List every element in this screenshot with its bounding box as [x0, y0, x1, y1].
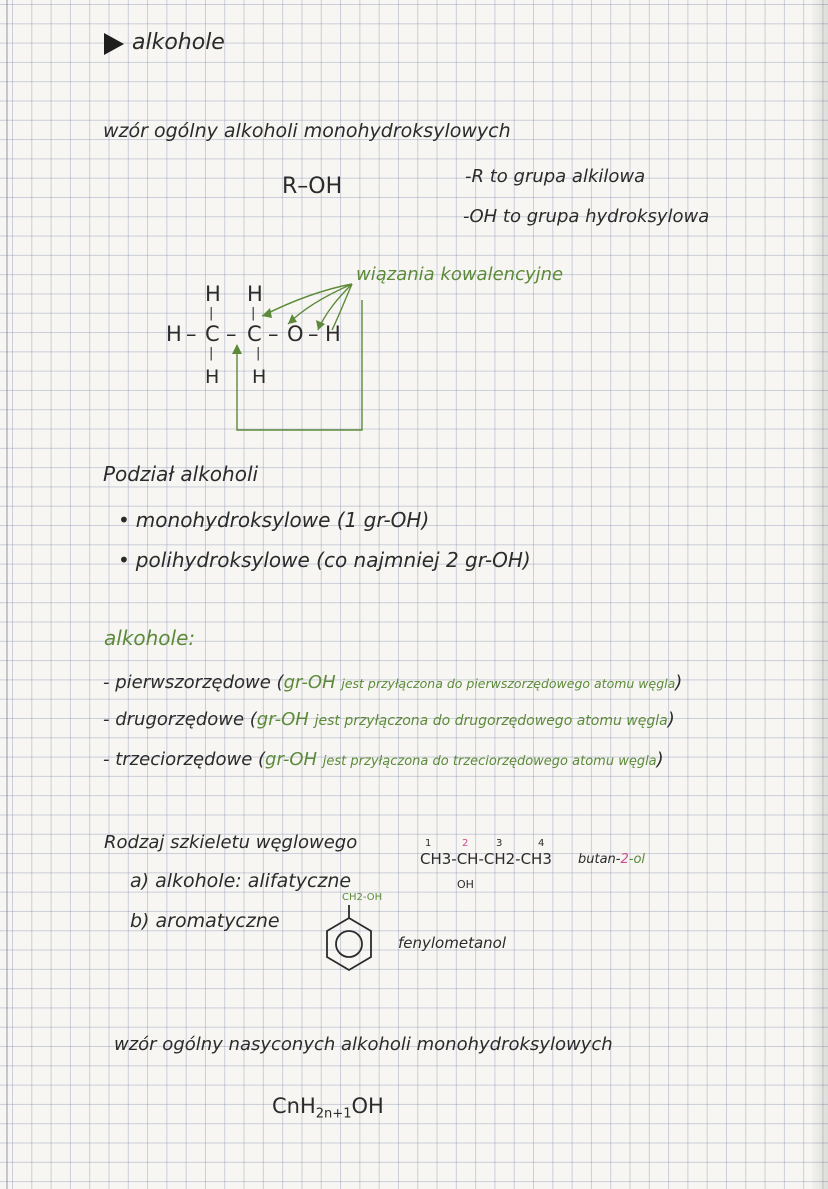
atom-h: H — [325, 322, 341, 346]
order-type-close: ) — [675, 672, 683, 693]
order-type-name: - trzeciorzędowe ( — [103, 749, 266, 770]
order-type-group: gr-OH — [283, 672, 336, 693]
bond-arrow-2 — [288, 284, 352, 324]
formula-carbon: Cn — [272, 1094, 300, 1118]
carbon-number: 2 — [462, 838, 469, 849]
bond: – — [226, 322, 237, 346]
atom-h: H — [247, 282, 263, 306]
phenylmethanol-label: fenylometanol — [398, 934, 507, 952]
order-type-close: ) — [656, 749, 664, 770]
carbon-number: 4 — [538, 838, 545, 849]
arrow-head-1 — [262, 308, 272, 318]
order-type-name: - pierwszorzędowe ( — [103, 672, 284, 693]
order-type-desc: jest przyłączona do drugorzędowego atomu węgla — [314, 713, 668, 729]
benzene-substituent: CH2-OH — [342, 892, 383, 903]
carbon-number: 1 — [425, 838, 432, 849]
r-oh-formula: R–OH — [282, 174, 343, 199]
atom-c: C — [205, 322, 220, 346]
butanol-formula: CH3-CH-CH2-CH3 — [420, 850, 552, 868]
division-item: • polihydroksylowe (co najmniej 2 gr-OH) — [118, 548, 531, 572]
vertical-bond: | — [209, 346, 214, 361]
vertical-bond: | — [256, 346, 261, 361]
general-formula-heading: wzór ogólny alkoholi monohydroksylowych — [103, 120, 511, 142]
order-type-tertiary — [103, 749, 664, 770]
bond-arrow-frame — [237, 300, 362, 430]
benzene-ring-icon — [327, 905, 371, 970]
butanol-name-number: 2 — [620, 852, 629, 867]
butanol-name — [578, 852, 645, 867]
butanol-oh-group: OH — [457, 878, 474, 891]
hydroxyl-group-note: -OH to grupa hydroksylowa — [463, 206, 710, 227]
title-marker-triangle — [104, 33, 124, 55]
atom-h: H — [252, 366, 267, 388]
atom-h: H — [205, 282, 221, 306]
order-type-primary — [103, 672, 682, 693]
formula-hydrogen-subscript: 2n+1 — [315, 1106, 352, 1122]
skeleton-heading: Rodzaj szkieletu węglowego — [104, 832, 358, 853]
atom-h: H — [205, 366, 220, 388]
order-type-close: ) — [667, 709, 675, 730]
bond-arrow-1 — [262, 284, 352, 316]
aliphatic-label: a) alkohole: alifatyczne — [130, 870, 352, 892]
alkyl-group-note: -R to grupa alkilowa — [465, 166, 646, 187]
saturated-formula-heading: wzór ogólny nasyconych alkoholi monohydroksylowych — [114, 1034, 613, 1055]
bond: – — [186, 322, 197, 346]
saturated-alcohol-formula — [272, 1094, 384, 1122]
butanol-name-suffix: -ol — [628, 852, 646, 867]
order-type-group: gr-OH — [256, 709, 309, 730]
atom-c: C — [247, 322, 262, 346]
atom-h: H — [166, 322, 182, 346]
vertical-bond: | — [209, 306, 214, 321]
bond: – — [308, 322, 319, 346]
carbon-number: 3 — [496, 838, 503, 849]
page-title: alkohole — [132, 30, 225, 55]
atom-o: O — [287, 322, 304, 346]
butanol-name-prefix: butan- — [578, 852, 621, 867]
division-heading: Podział alkoholi — [103, 462, 259, 486]
order-type-desc: jest przyłączona do pierwszorzędowego atomu węgla — [341, 676, 676, 691]
vertical-bond: | — [251, 306, 256, 321]
order-type-secondary — [103, 709, 675, 730]
order-type-group: gr-OH — [265, 749, 318, 770]
division-item: • monohydroksylowe (1 gr-OH) — [118, 508, 429, 532]
order-type-desc: jest przyłączona do trzeciorzędowego atomu węgla — [322, 754, 657, 769]
aromatic-label: b) aromatyczne — [130, 910, 280, 932]
alcohols-heading: alkohole: — [104, 626, 196, 650]
covalent-bonds-label: wiązania kowalencyjne — [356, 264, 564, 285]
formula-hydrogen: H — [299, 1094, 316, 1118]
bond: – — [268, 322, 279, 346]
formula-hydroxyl: OH — [351, 1094, 384, 1118]
order-type-name: - drugorzędowe ( — [103, 709, 257, 730]
